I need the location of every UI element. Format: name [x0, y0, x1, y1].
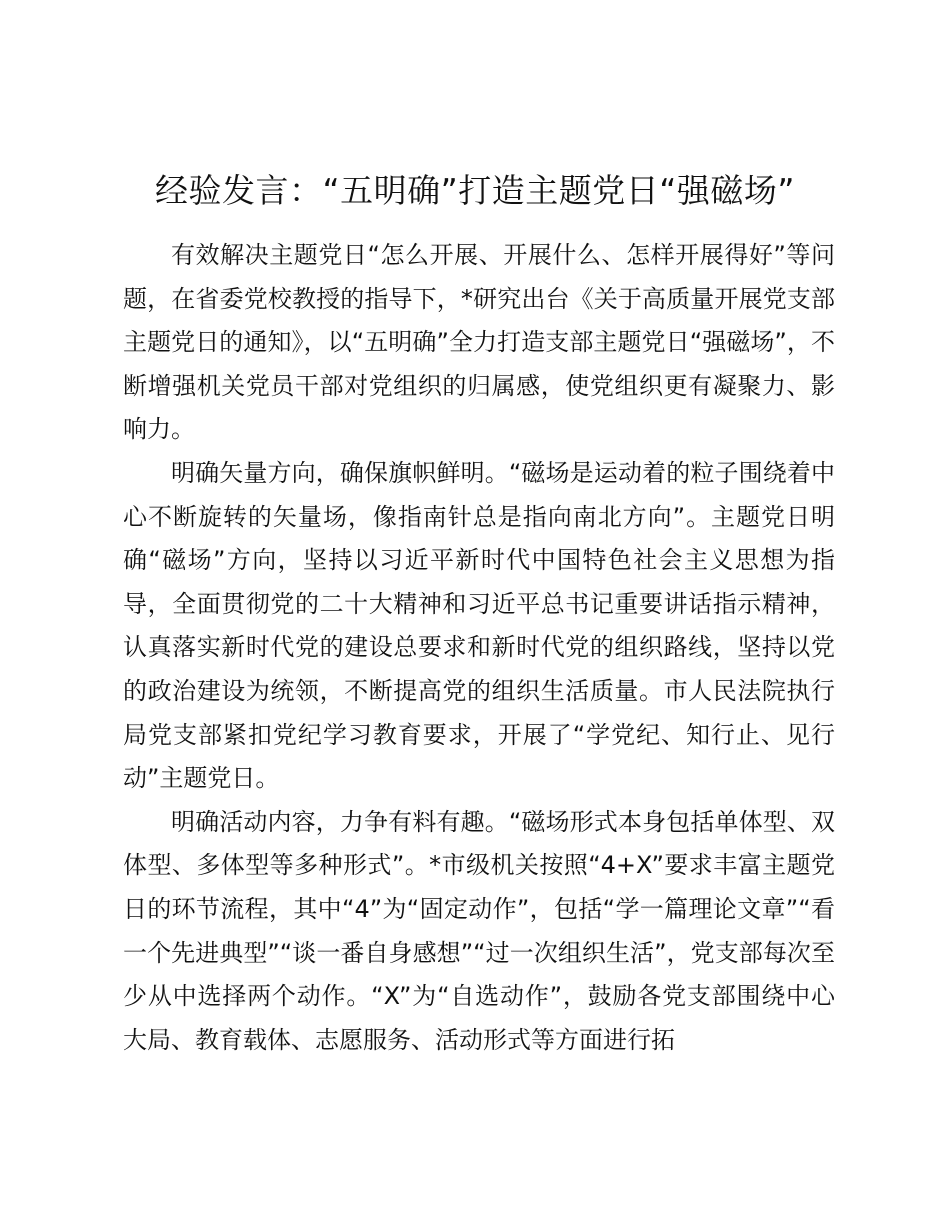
document-title: 经验发言：“五明确”打造主题党日“强磁场” — [155, 171, 795, 210]
paragraph-intro: 有效解决主题党日“怎么开展、开展什么、怎样开展得好”等问题，在省委党校教授的指导下，*研究出台《关于高质量开展党支部主题党日的通知》，以“五明确”全力打造支部主题党日“强磁场”，不断增强机关党员干部对党组织的归属感，使党组织更有凝聚力、影响力。 — [123, 241, 835, 444]
paragraph-content: 明确活动内容，力争有料有趣。“磁场形式本身包括单体型、双体型、多体型等多种形式”。*市级机关按照“4+X”要求丰富主题党日的环节流程，其中“4”为“固定动作”，包括“学一篇理论文章”“看一个先进典型”“谈一番自身感想”“过一次组织生活”，党支部每次至少从中选择两个动作。“X”为“自选动作”，鼓励各党支部围绕中心大局、教育载体、志愿服务、活动形式等方面进行拓 — [123, 807, 835, 1054]
paragraph-direction: 明确矢量方向，确保旗帜鲜明。“磁场是运动着的粒子围绕着中心不断旋转的矢量场，像指南针总是指向南北方向”。主题党日明确“磁场”方向，坚持以习近平新时代中国特色社会主义思想为指导，全面贯彻党的二十大精神和习近平总书记重要讲话指示精神，认真落实新时代党的建设总要求和新时代党的组织路线，坚持以党的政治建设为统领，不断提高党的组织生活质量。市人民法院执行局党支部紧扣党纪学习教育要求，开展了“学党纪、知行止、见行动”主题党日。 — [123, 458, 835, 793]
document-body — [123, 234, 835, 1062]
